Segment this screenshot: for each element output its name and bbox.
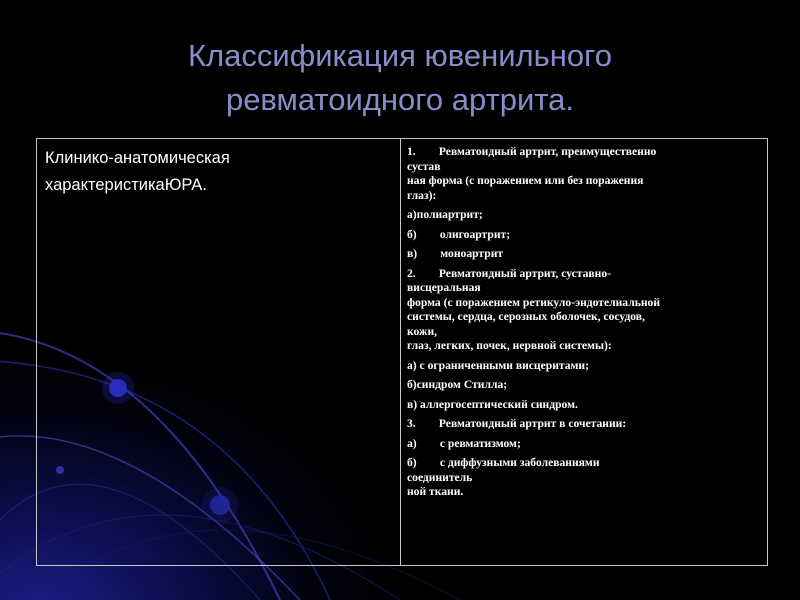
classification-item-line: в) моноартрит: [407, 247, 504, 260]
slide-title: [0, 34, 800, 122]
classification-item: [407, 145, 761, 203]
classification-item-line: глаз):: [407, 188, 437, 202]
classification-item: [407, 437, 761, 452]
classification-item-line: системы, сердца, серозных оболочек, сосудов,: [407, 310, 645, 323]
table-cell-classification: [401, 139, 767, 565]
classification-item: [407, 398, 761, 413]
classification-item-line: глаз, легких, почек, нервной системы):: [407, 339, 612, 352]
classification-item-line: ной ткани.: [407, 485, 464, 498]
classification-item-line: 3. Ревматоидный артрит в сочетании:: [407, 417, 627, 430]
classification-item: [407, 359, 761, 374]
classification-item: [407, 228, 761, 243]
slide-title-line: ревматоидного артрита.: [225, 82, 575, 117]
classification-item: [407, 247, 761, 262]
classification-item-line: в) аллергосептический синдром.: [407, 397, 578, 411]
category-label-line: характеристикаЮРА.: [45, 176, 207, 194]
classification-item: [407, 378, 761, 393]
classification-item: [407, 208, 761, 223]
classification-item: [407, 267, 761, 354]
classification-item-line: сустав: [407, 159, 441, 173]
classification-item-line: а) с ревматизмом;: [407, 436, 521, 450]
classification-item-line: а)полиартрит;: [407, 208, 483, 221]
classification-item-line: 2. Ревматоидный артрит, суставно-: [407, 266, 612, 280]
classification-item-line: кожи,: [407, 324, 438, 338]
table-cell-category: [37, 139, 401, 565]
classification-item: [407, 417, 761, 432]
classification-item-line: 1. Ревматоидный артрит, преимущественно: [407, 145, 657, 158]
category-label: [45, 145, 392, 199]
classification-item-line: а) с ограниченными висцеритами;: [407, 358, 589, 372]
classification-item-line: форма (с поражением ретикуло-эндотелиальной: [407, 295, 661, 309]
classification-item-line: б) олигоартрит;: [407, 227, 511, 241]
classification-item-line: б)синдром Стилла;: [407, 378, 508, 391]
classification-item-line: ная форма (с поражением или без поражения: [407, 174, 644, 187]
category-label-line: Клинико-анатомическая: [45, 149, 230, 167]
classification-item-line: висцеральная: [407, 281, 481, 294]
classification-item-line: б) с диффузными заболеваниями: [407, 456, 600, 469]
classification-table: [36, 138, 768, 566]
classification-item-line: соединитель: [407, 470, 473, 484]
classification-item: [407, 456, 761, 500]
slide-title-line: Классификация ювенильного: [188, 38, 612, 73]
